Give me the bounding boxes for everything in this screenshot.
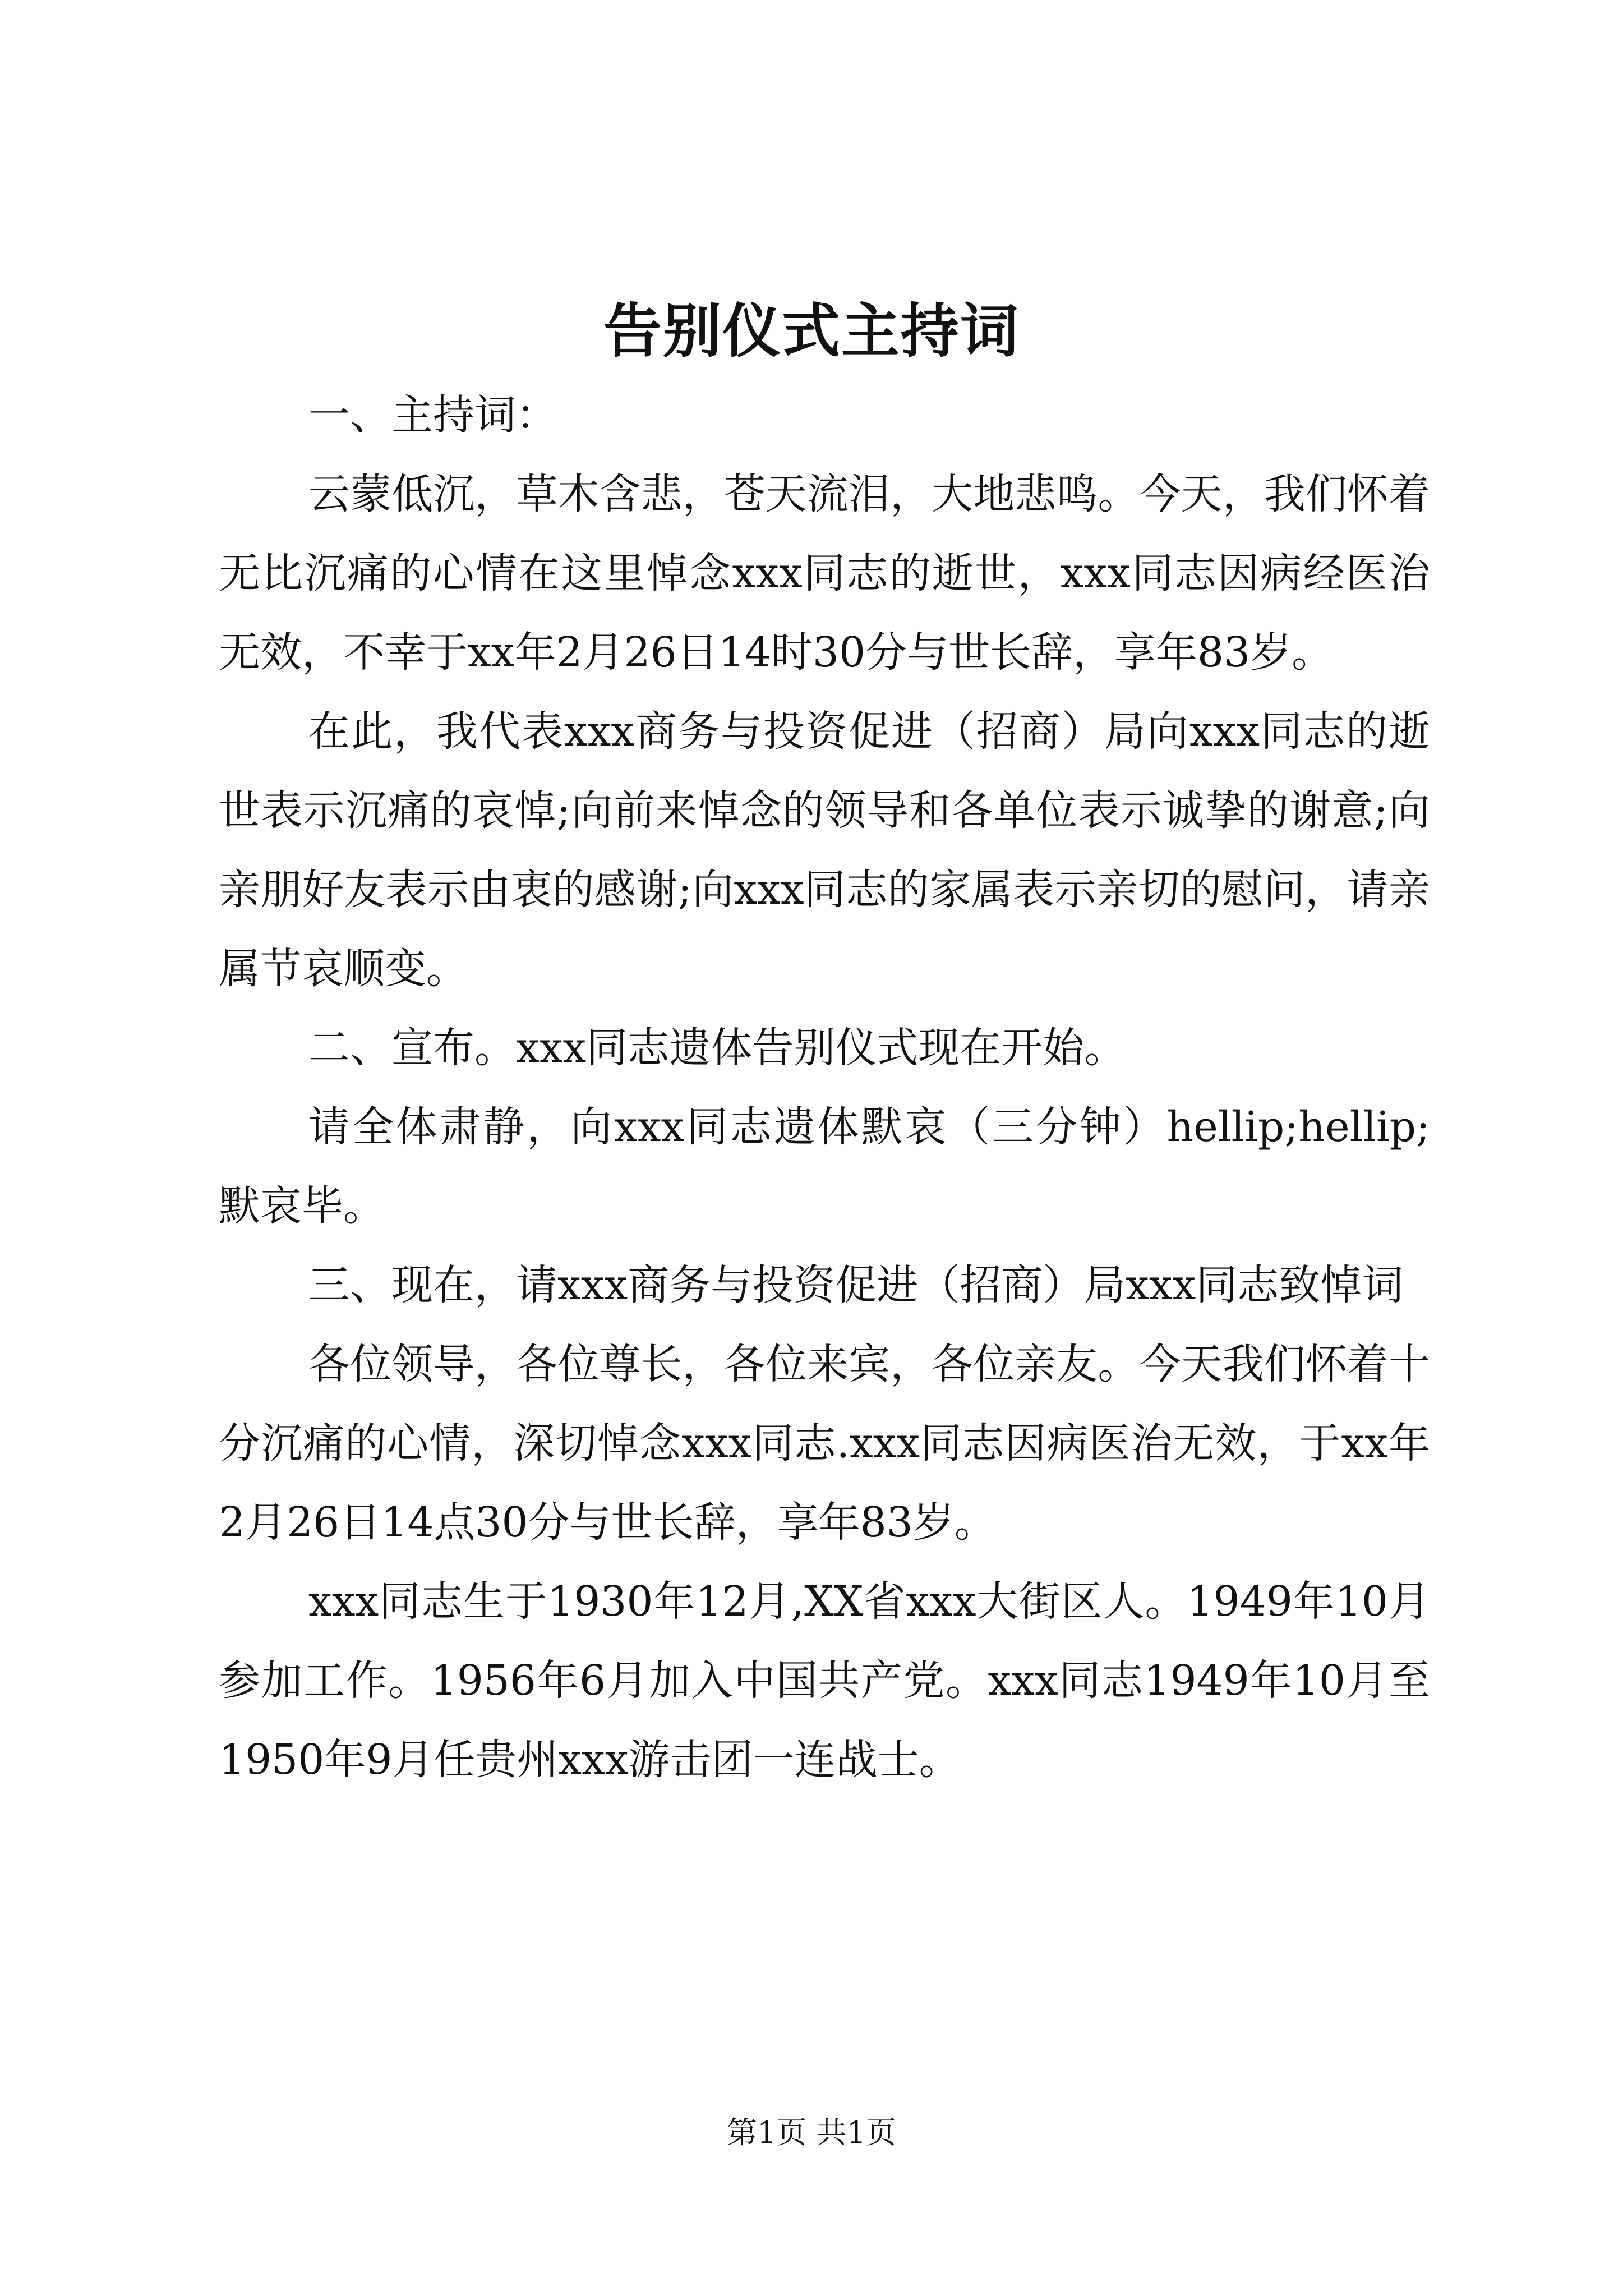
page-number-footer: 第1页 共1页 xyxy=(727,2115,896,2150)
paragraph-eulogy-intro: 三、现在，请xxx商务与投资促进（招商）局xxx同志致悼词 xyxy=(308,1261,1404,1309)
document-body xyxy=(219,376,1430,1800)
paragraph-silence: 请全体肃静，向xxx同志遗体默哀（三分钟）hellip;hellip;默哀毕。 xyxy=(219,1103,1430,1230)
paragraph-opening: 云蒙低沉，草木含悲，苍天流泪，大地悲鸣。今天，我们怀着无比沉痛的心情在这里悼念xxx同志的逝世，xxx同志因病经医治无效，不幸于xx年2月26日14时30分与世长辞，享年83岁。 xyxy=(219,470,1430,677)
paragraph-announcement: 二、宣布。xxx同志遗体告别仪式现在开始。 xyxy=(308,1024,1126,1072)
paragraph-condolence: 在此，我代表xxx商务与投资促进（招商）局向xxx同志的逝世表示沉痛的哀悼;向前来悼念的领导和各单位表示诚挚的谢意;向亲朋好友表示由衷的感谢;向xxx同志的家属表示亲切的慰问，请亲属节哀顺变。 xyxy=(219,707,1430,993)
paragraph-host-words-heading: 一、主持词： xyxy=(308,391,557,439)
document-title: 告别仪式主持词 xyxy=(603,296,1020,365)
paragraph-eulogy-greeting: 各位领导，各位尊长，各位来宾，各位亲友。今天我们怀着十分沉痛的心情，深切悼念xxx同志.xxx同志因病医治无效，于xx年2月26日14点30分与世长辞，享年83岁。 xyxy=(219,1340,1430,1547)
paragraph-biography: xxx同志生于1930年12月,XX省xxx大街区人。1949年10月参加工作。1956年6月加入中国共产党。xxx同志1949年10月至1950年9月任贵州xxx游击团一连战士。 xyxy=(219,1577,1430,1784)
